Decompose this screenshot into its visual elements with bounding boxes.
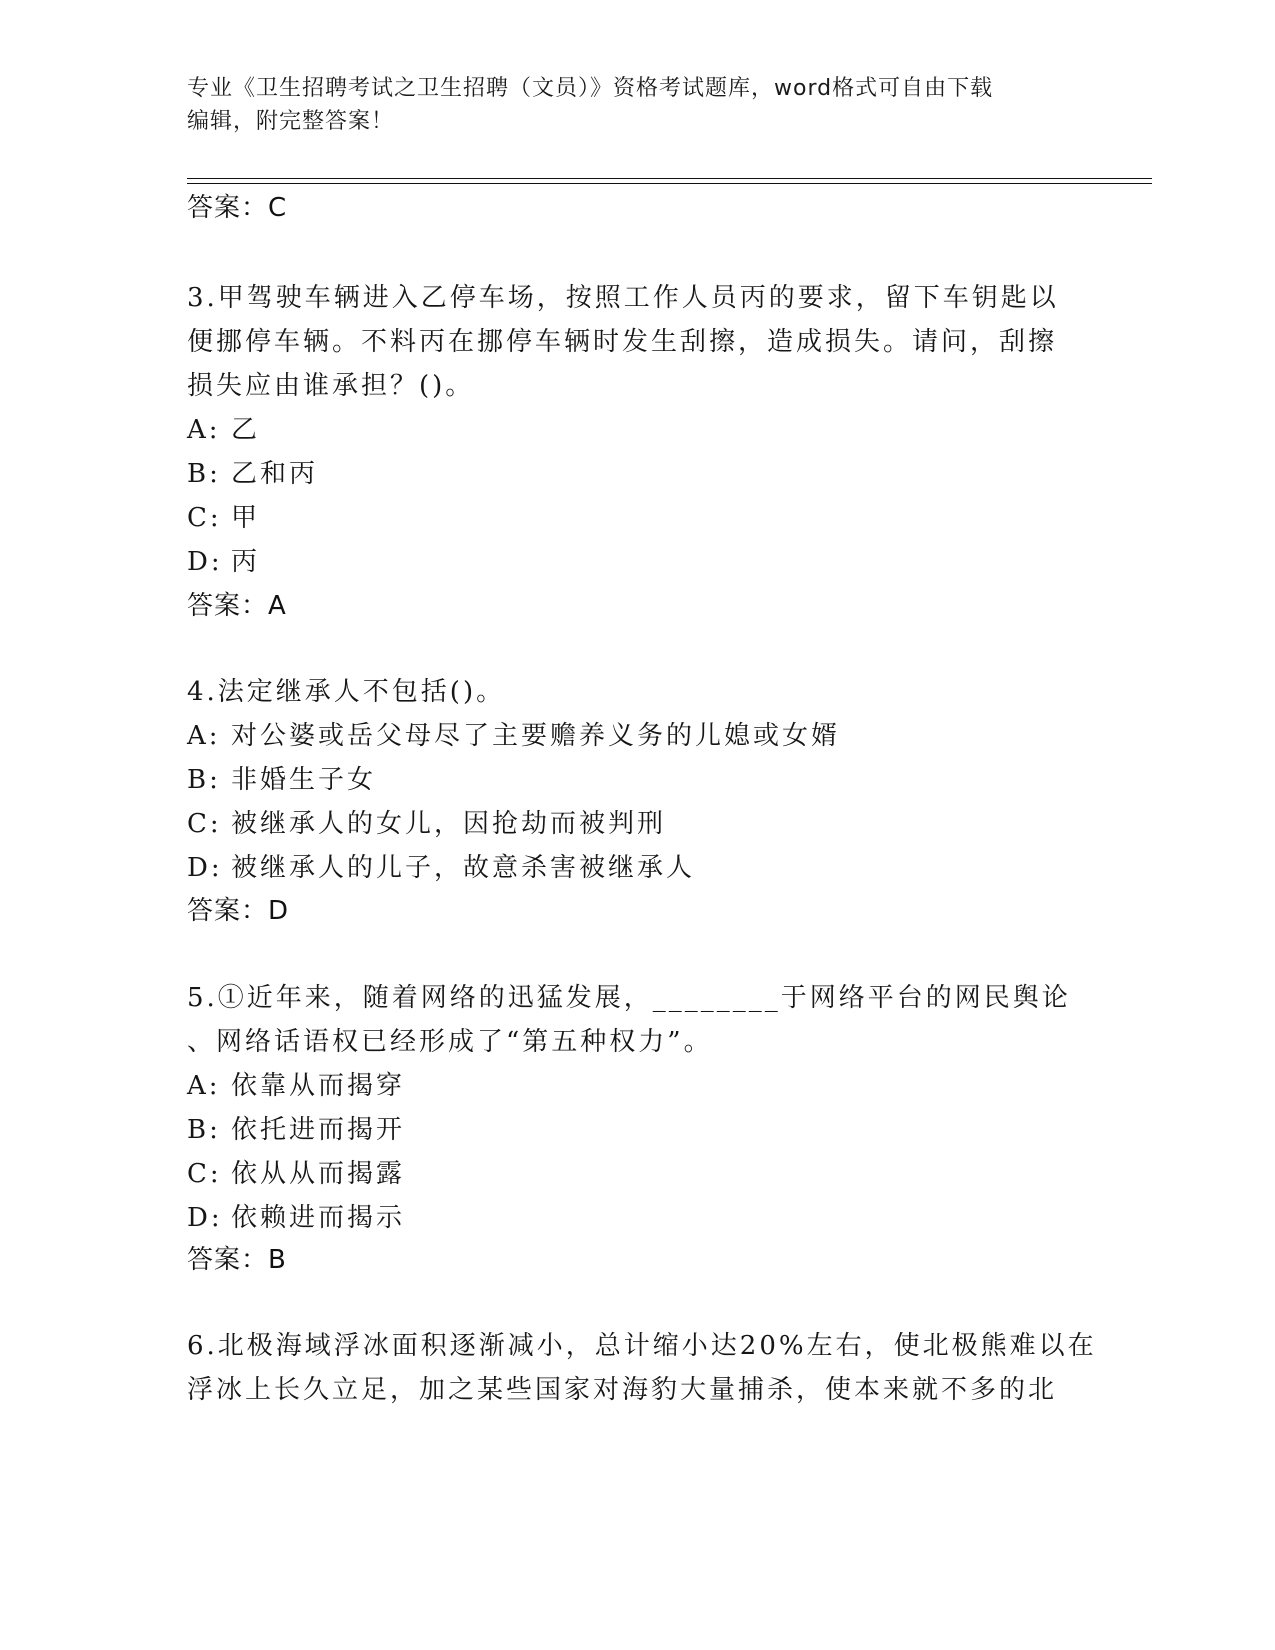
- question-text-line: 、网络话语权已经形成了“第五种权力”。: [187, 1027, 713, 1057]
- option-d: [187, 544, 260, 580]
- option-text: 依从从而揭露: [231, 1159, 406, 1189]
- answer-line: 答案：B: [187, 1245, 287, 1275]
- option-text: 甲: [231, 503, 261, 533]
- option-text: 依托进而揭开: [231, 1115, 406, 1145]
- question-text-line: 5.①近年来，随着网络的迅猛发展，________于网络平台的网民舆论: [187, 983, 1071, 1013]
- option-key: A:: [187, 721, 221, 751]
- option-text: 依靠从而揭穿: [231, 1071, 406, 1101]
- option-a: [187, 412, 260, 448]
- option-key: D:: [187, 1203, 223, 1233]
- option-text: 非婚生子女: [231, 765, 377, 795]
- option-d: [187, 850, 695, 886]
- header-line-2: 编辑，附完整答案！: [187, 109, 395, 134]
- answer-line: 答案：D: [187, 896, 290, 926]
- option-key: C:: [187, 1159, 222, 1189]
- option-c: [187, 500, 260, 536]
- question-text-line: 浮冰上长久立足，加之某些国家对海豹大量捕杀，使本来就不多的北: [187, 1375, 1058, 1405]
- option-b: [187, 762, 376, 798]
- question-text-line: 损失应由谁承担？()。: [187, 371, 475, 401]
- question-text-line: 3.甲驾驶车辆进入乙停车场，按照工作人员丙的要求，留下车钥匙以: [187, 283, 1059, 313]
- option-key: B:: [187, 1115, 221, 1145]
- option-text: 乙和丙: [231, 459, 319, 489]
- option-c: [187, 806, 666, 842]
- header-divider-bottom: [187, 183, 1152, 184]
- option-text: 被继承人的儿子，故意杀害被继承人: [231, 853, 696, 883]
- option-c: [187, 1156, 405, 1192]
- option-d: [187, 1200, 405, 1236]
- option-b: [187, 1112, 405, 1148]
- option-key: D:: [187, 853, 223, 883]
- option-key: C:: [187, 809, 222, 839]
- option-key: A:: [187, 415, 221, 445]
- option-a: [187, 1068, 405, 1104]
- question-text-line: 6.北极海域浮冰面积逐渐减小，总计缩小达20%左右，使北极熊难以在: [187, 1331, 1097, 1361]
- header-line-1: 专业《卫生招聘考试之卫生招聘（文员）》资格考试题库，word格式可自由下载: [187, 76, 994, 101]
- option-text: 乙: [231, 415, 261, 445]
- option-text: 对公婆或岳父母尽了主要赡养义务的儿媳或女婿: [231, 721, 841, 751]
- document-header: [187, 72, 1087, 138]
- option-key: B:: [187, 765, 221, 795]
- option-a: [187, 718, 840, 754]
- question-text-line: 4.法定继承人不包括()。: [187, 677, 506, 707]
- answer-previous: 答案：C: [187, 193, 288, 223]
- header-divider-top: [187, 178, 1152, 179]
- option-key: D:: [187, 547, 223, 577]
- option-key: B:: [187, 459, 221, 489]
- question-text-line: 便挪停车辆。不料丙在挪停车辆时发生刮擦，造成损失。请问，刮擦: [187, 327, 1058, 357]
- option-text: 被继承人的女儿，因抢劫而被判刑: [231, 809, 667, 839]
- option-key: C:: [187, 503, 222, 533]
- option-b: [187, 456, 318, 492]
- option-key: A:: [187, 1071, 221, 1101]
- answer-line: 答案：A: [187, 591, 287, 621]
- option-text: 依赖进而揭示: [231, 1203, 406, 1233]
- option-text: 丙: [231, 547, 261, 577]
